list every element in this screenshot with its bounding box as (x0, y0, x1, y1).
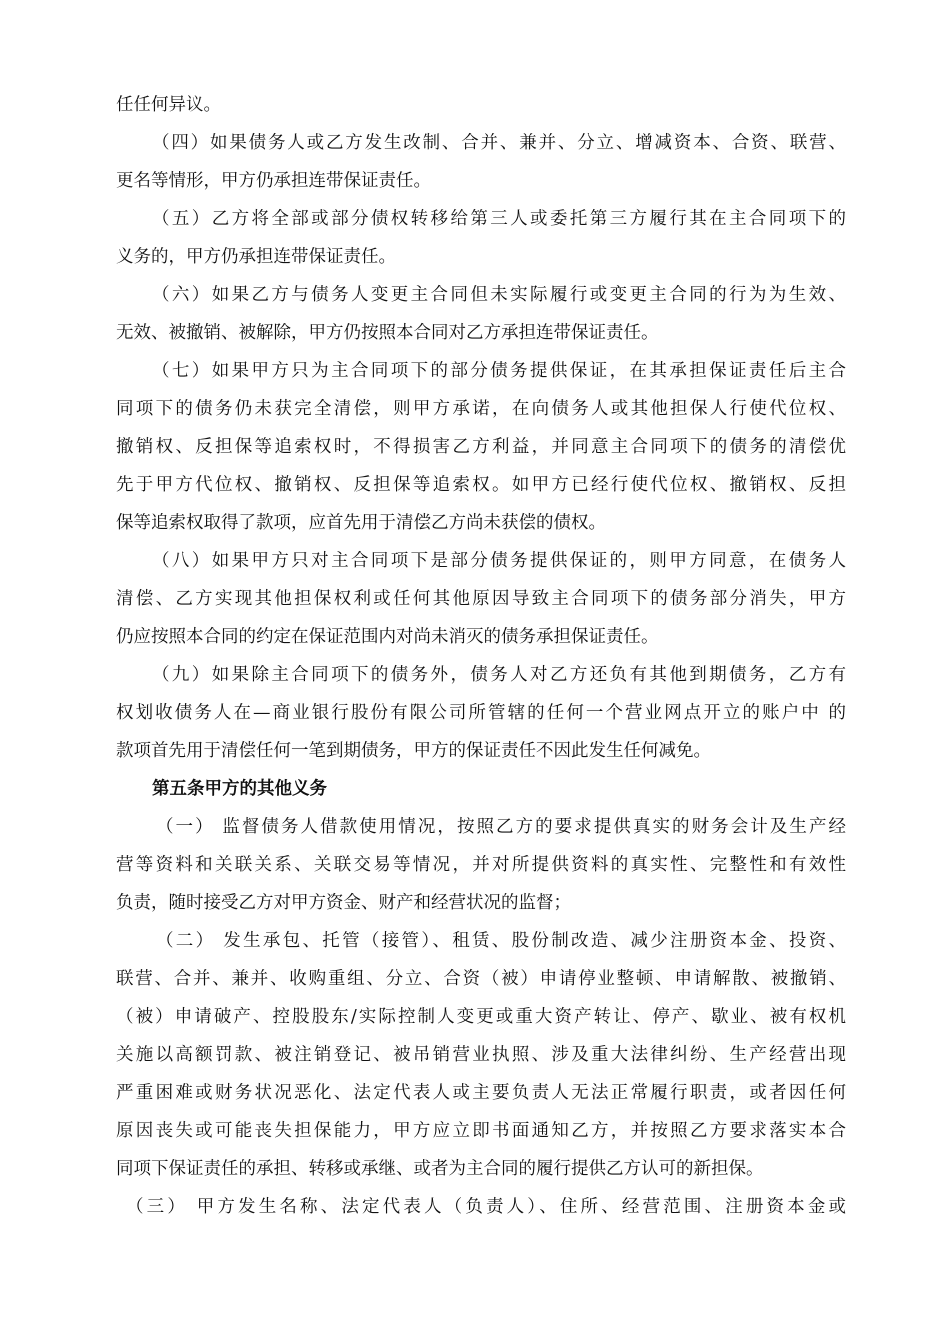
text-line: 同项下的债务仍未获完全清偿，则甲方承诺，在向债务人或其他担保人行使代位权、 (116, 399, 846, 419)
clause-4-line: （四）如果债务人或乙方发生改制、合并、兼并、分立、增减资本、合资、联营、 (152, 133, 846, 153)
text-line: 严重困难或财务状况恶化、法定代表人或主要负责人无法正常履行职责，或者因任何 (116, 1083, 846, 1103)
text-line: 撤销权、反担保等追索权时，不得损害乙方利益，并同意主合同项下的债务的清偿优 (116, 437, 846, 457)
text-line: 清偿、乙方实现其他担保权利或任何其他原因导致主合同项下的债务部分消失，甲方 (116, 589, 846, 609)
text-line: 保等追索权取得了款项，应首先用于清偿乙方尚未获偿的债权。 (116, 513, 606, 533)
text-line: 任任何异议。 (116, 95, 221, 115)
text-line: 款项首先用于清偿任何一笔到期债务，甲方的保证责任不因此发生任何减免。 (116, 741, 711, 761)
item-3-line: （三） 甲方发生名称、法定代表人（负责人）、住所、经营范围、注册资本金或 (126, 1197, 846, 1217)
clause-8-line: （八）如果甲方只对主合同项下是部分债务提供保证的，则甲方同意，在债务人 (152, 551, 846, 571)
text-line: 仍应按照本合同的约定在保证范围内对尚未消灭的债务承担保证责任。 (116, 627, 659, 647)
text-line: 更名等情形，甲方仍承担连带保证责任。 (116, 171, 431, 191)
text-line: 义务的，甲方仍承担连带保证责任。 (116, 247, 396, 267)
text-line: 关施以高额罚款、被注销登记、被吊销营业执照、涉及重大法律纠纷、生产经营出现 (116, 1045, 846, 1065)
text-line: 先于甲方代位权、撤销权、反担保等追索权。如甲方已经行使代位权、撤销权、反担 (116, 475, 846, 495)
section-heading: 第五条甲方的其他义务 (152, 779, 327, 799)
text-line: 营等资料和关联关系、关联交易等情况，并对所提供资料的真实性、完整性和有效性 (116, 855, 846, 875)
clause-7-line: （七）如果甲方只为主合同项下的部分债务提供保证，在其承担保证责任后主合 (152, 361, 846, 381)
text-line: 负责，随时接受乙方对甲方资金、财产和经营状况的监督； (116, 893, 571, 913)
clause-9-line: （九）如果除主合同项下的债务外，债务人对乙方还负有其他到期债务，乙方有 (152, 665, 846, 685)
item-1-line: （一） 监督债务人借款使用情况，按照乙方的要求提供真实的财务会计及生产经 (156, 817, 846, 837)
clause-6-line: （六）如果乙方与债务人变更主合同但未实际履行或变更主合同的行为为生效、 (152, 285, 846, 305)
item-2-line: （二） 发生承包、托管（接管）、租赁、股份制改造、减少注册资本金、投资、 (156, 931, 846, 951)
text-line: 原因丧失或可能丧失担保能力，甲方应立即书面通知乙方，并按照乙方要求落实本合 (116, 1121, 846, 1141)
text-line: 同项下保证责任的承担、转移或承继、或者为主合同的履行提供乙方认可的新担保。 (116, 1159, 764, 1179)
text-line: 联营、合并、兼并、收购重组、分立、合资（被）申请停业整顿、申请解散、被撤销、 (116, 969, 846, 989)
text-line: 无效、被撤销、被解除，甲方仍按照本合同对乙方承担连带保证责任。 (116, 323, 659, 343)
clause-5-line: （五）乙方将全部或部分债权转移给第三人或委托第三方履行其在主合同项下的 (152, 209, 846, 229)
text-line: （被）申请破产、控股股东/实际控制人变更或重大资产转让、停产、歇业、被有权机 (116, 1007, 846, 1027)
text-line: 权划收债务人在—商业银行股份有限公司所管辖的任何一个营业网点开立的账户中 的 (116, 703, 846, 723)
